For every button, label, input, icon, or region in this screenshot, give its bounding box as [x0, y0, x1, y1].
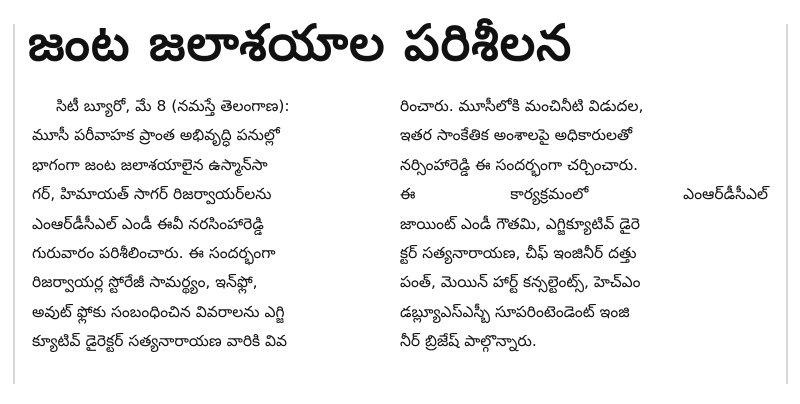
article-line: నీర్ బ్రిజేష్ పాల్గొన్నారు. — [400, 332, 537, 351]
article-line-justified — [400, 180, 768, 209]
article-word: కార్యక్రమంలో — [510, 185, 589, 204]
article-line: పంత్, మెయిన్ హార్ట్ కన్సల్టెంట్స్, హెచ్ఎం — [400, 273, 641, 292]
article-line: జాయింట్ ఎండీ గౌతమి, ఎగ్జిక్యూటివ్ డైరె — [400, 214, 640, 233]
article-line: ఎంఆర్‌డీసీఎల్ ఎండీ ఈవీ నరసింహారెడ్డి — [32, 214, 264, 233]
article-line: అవుట్ ఫ్లోకు సంబంధించిన వివరాలను ఎగ్జి — [32, 302, 285, 321]
headline: జంట జలాశయాల పరిశీలన — [28, 14, 573, 72]
right-column-rule — [786, 24, 788, 384]
article-line: డబ్ల్యూఎస్ఎస్బీ సూపరింటెండెంట్ ఇంజి — [400, 302, 630, 321]
article-line: క్యూటివ్ డైరెక్టర్ సత్యనారాయణ వారికి వివ — [32, 332, 288, 351]
article-line: సిటీ బ్యూరో, మే 8 (నమస్తే తెలంగాణ): — [56, 97, 290, 115]
article-line: నర్సింహారెడ్డి ఈ సందర్భంగా చర్చించారు. — [400, 155, 639, 174]
article-line: గర్, హిమాయత్ సాగర్ రిజర్వాయర్‌లను — [32, 185, 272, 204]
article-line: క్టర్ సత్యనారాయణ, చీఫ్ ఇంజినీర్ దత్తు — [400, 243, 637, 262]
article-column-right — [400, 92, 768, 357]
article-line: రించారు. మూసీలోకి మంచినీటి విడుదల, — [400, 97, 644, 115]
article-line: భాగంగా జంట జలాశయాలైన ఉస్మాన్‌సా — [32, 155, 268, 174]
left-column-rule — [13, 24, 15, 384]
article-word: ఈ — [400, 185, 416, 204]
article-word: ఎంఆర్‌డీసీఎల్ — [683, 185, 768, 204]
article-line: గురువారం పరిశీలించారు. ఈ సందర్భంగా — [32, 243, 276, 262]
article-line: ఇతర సాంకేతిక అంశాలపై అధికారులతో — [400, 126, 633, 145]
article-column-left — [32, 92, 384, 357]
article-line: మూసీ పరీవాహక ప్రాంత అభివృద్ధి పనుల్లో — [32, 126, 280, 145]
article-line: రిజర్వాయర్ల స్టోరేజీ సామర్థ్యం, ఇన్‌ఫ్లో, — [32, 273, 258, 292]
